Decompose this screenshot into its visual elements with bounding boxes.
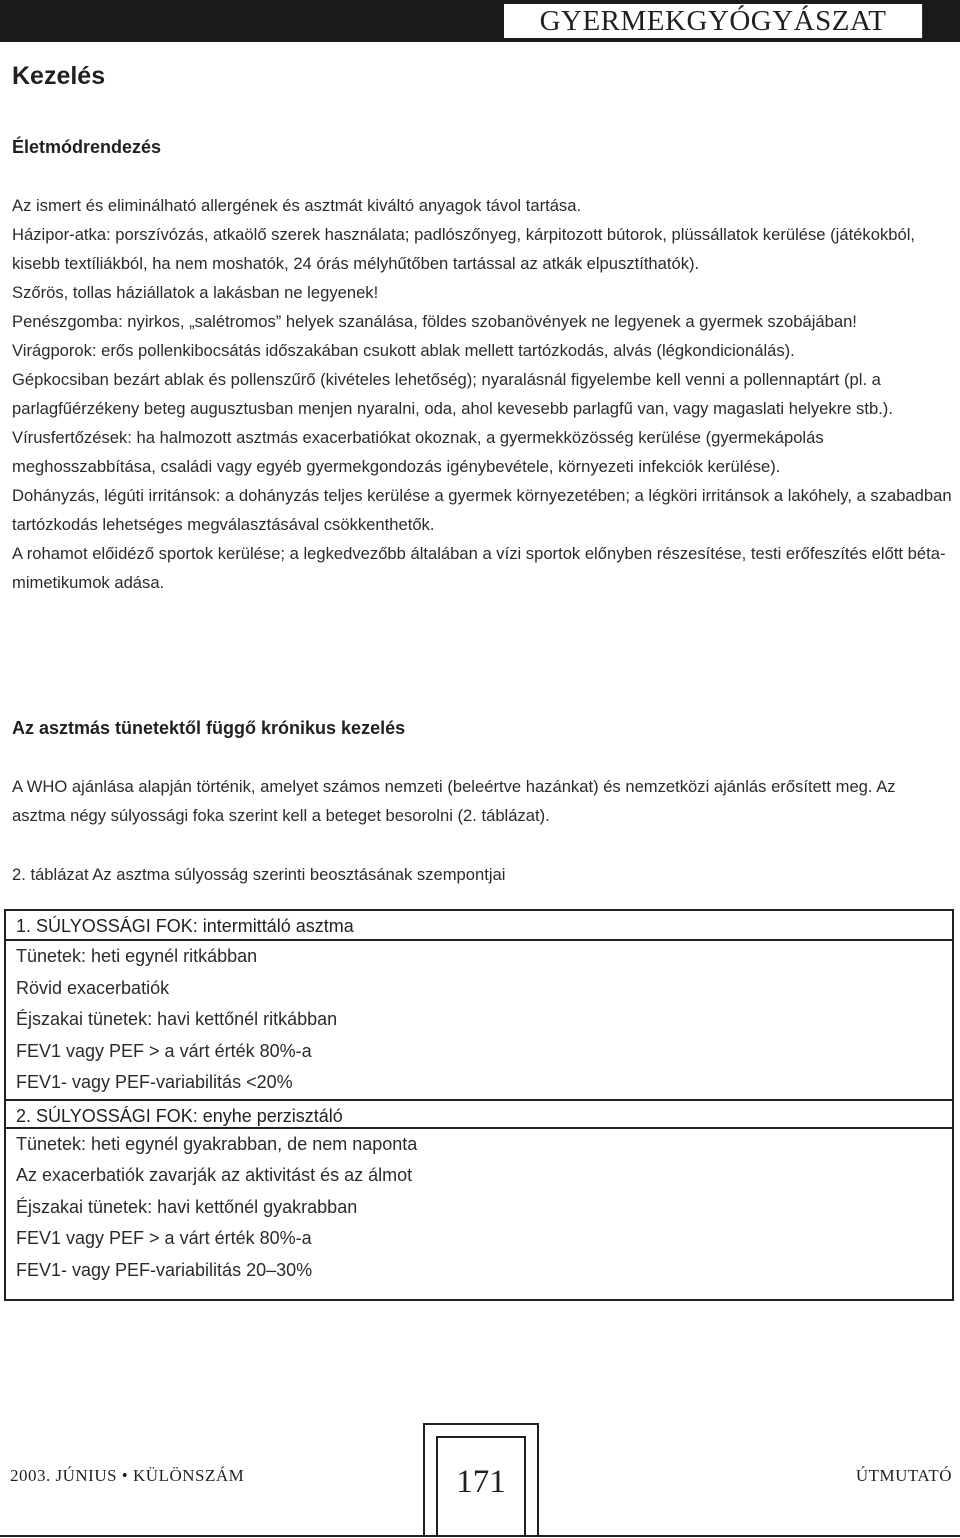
chronic-body [12,772,952,830]
footer-section: ÚTMUTATÓ [855,1466,952,1485]
page-number: 171 [436,1436,526,1535]
lifestyle-heading: Életmódrendezés [12,137,162,157]
section-title: Kezelés [12,62,106,90]
paragraph: Szőrös, tollas háziállatok a lakásban ne legyenek! [12,283,379,302]
table-group-header: 1. SÚLYOSSÁGI FOK: intermittáló asztma [6,911,952,941]
paragraph: A WHO ajánlása alapján történik, amelyet számos nemzeti (beleértve hazánkat) és nemzetközi ajánlás erősített meg. Az asztma négy súlyossági foka szerint kell a beteget besorolni (2. táblázat). [12,777,896,825]
table-row: Tünetek: heti egynél gyakrabban, de nem naponta [16,1133,418,1154]
paragraph: Házipor-atka: porszívózás, atkaölő szerek használata; padlószőnyeg, kárpitozott bútorok, plüssállatok kerülése (játékokból, kisebb textíliákból, ha nem moshatók, 24 órás mélyhűtőben tartással az atkák elpusztíthatók). [12,225,915,273]
paragraph: Vírusfertőzések: ha halmozott asztmás exacerbatiókat okoznak, a gyermekközösség kerülése (gyermekápolás meghosszabbítása, családi vagy egyéb gyermekgondozás igénybevétele, környezeti infekciók kerülése). [12,428,824,476]
paragraph: A rohamot előidéző sportok kerülése; a legkedvezőbb általában a vízi sportok előnyben részesítése, testi erőfeszítés előtt béta-mimetikumok adása. [12,544,946,592]
table-row: Rövid exacerbatiók [16,977,170,998]
paragraph: Az ismert és eliminálható allergének és asztmát kiváltó anyagok távol tartása. [12,196,582,215]
table-row: FEV1- vagy PEF-variabilitás <20% [16,1072,293,1092]
table-row: FEV1 vagy PEF > a várt érték 80%-a [16,1040,312,1061]
table-row: Éjszakai tünetek: havi kettőnél gyakrabban [16,1196,358,1217]
paragraph: Gépkocsiban bezárt ablak és pollenszűrő (kivételes lehetőség); nyaralásnál figyelembe kell venni a pollennaptárt (pl. a parlagfűérzékeny beteg augusztusban menjen nyaralni, oda, ahol kevesebb parlagfű van, vagy magaslati helyekre stb.). [12,370,893,418]
table-group-header: 2. SÚLYOSSÁGI FOK: enyhe perzisztáló [6,1099,952,1129]
lifestyle-body [12,191,952,597]
footer-issue: 2003. JÚNIUS • KÜLÖNSZÁM [10,1466,245,1485]
paragraph: Penészgomba: nyirkos, „salétromos” helyek szanálása, földes szobanövények ne legyenek a gyermek szobájában! [12,312,857,331]
severity-table [4,909,954,1301]
journal-title: GYERMEKGYÓGYÁSZAT [504,4,923,38]
table-row: Tünetek: heti egynél ritkábban [16,946,258,966]
paragraph: Dohányzás, légúti irritánsok: a dohányzás teljes kerülése a gyermek környezetében; a légköri irritánsok a lakóhely, a szabadban tartózkodás lehetséges megválasztásával csökkenthetők. [12,486,952,534]
table-row: FEV1- vagy PEF-variabilitás 20–30% [16,1259,313,1280]
footer-rule [0,1535,960,1537]
table-row: Az exacerbatiók zavarják az aktivitást és az álmot [16,1165,413,1185]
table-caption: 2. táblázat Az asztma súlyosság szerinti beosztásának szempontjai [12,865,506,884]
paragraph: Virágporok: erős pollenkibocsátás időszakában csukott ablak mellett tartózkodás, alvás (légkondicionálás). [12,341,795,360]
table-row: FEV1 vagy PEF > a várt érték 80%-a [16,1228,312,1248]
table-row: Éjszakai tünetek: havi kettőnél ritkábban [16,1009,338,1029]
chronic-heading: Az asztmás tünetektől függő krónikus kezelés [12,718,406,738]
